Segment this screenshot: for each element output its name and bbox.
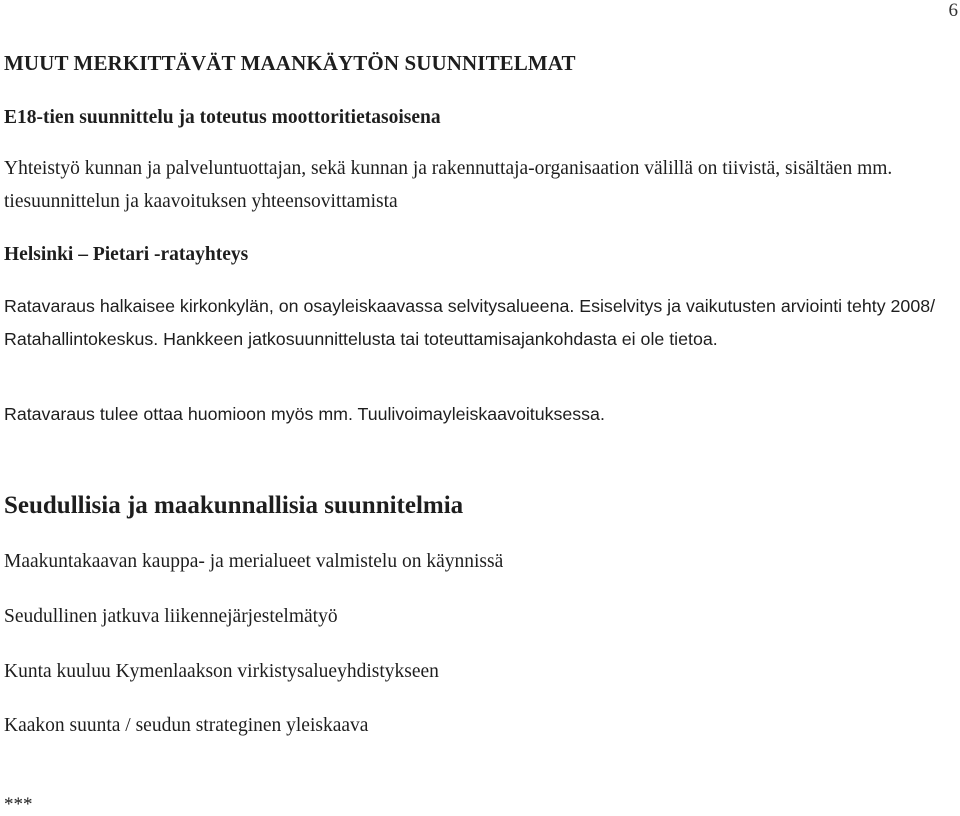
regional-item-2: Seudullinen jatkuva liikennejärjestelmätyö [4,606,338,627]
rail-paragraph: Ratavaraus halkaisee kirkonkylän, on osayleiskaavassa selvitysalueena. Esiselvitys ja vaikutusten arviointi tehty 2008/ Ratahallintokeskus. Hankkeen jatkosuunnittelusta tai toteuttamisajankohdasta ei ole tietoa. [4,296,936,349]
regional-item-4: Kaakon suunta / seudun strateginen yleiskaava [4,715,369,736]
separator-asterisks: *** [4,794,33,815]
rail-heading: Helsinki – Pietari -ratayhteys [4,244,249,265]
section-main-heading: MUUT MERKITTÄVÄT MAANKÄYTÖN SUUNNITELMAT [4,51,576,75]
e18-heading: E18-tien suunnittelu ja toteutus moottoritietasoisena [4,107,441,128]
page-number: 6 [948,0,958,21]
regional-item-1: Maakuntakaavan kauppa- ja merialueet valmistelu on käynnissä [4,551,504,572]
regional-item-3: Kunta kuuluu Kymenlaakson virkistysalueyhdistykseen [4,661,439,682]
regional-heading: Seudullisia ja maakunnallisia suunnitelmia [4,492,464,519]
rail-note: Ratavaraus tulee ottaa huomioon myös mm. Tuulivoimayleiskaavoituksessa. [4,404,605,424]
e18-paragraph: Yhteistyö kunnan ja palveluntuottajan, sekä kunnan ja rakennuttaja-organisaation välillä on tiivistä, sisältäen mm. tiesuunnittelun ja kaavoituksen yhteensovittamista [4,158,893,212]
